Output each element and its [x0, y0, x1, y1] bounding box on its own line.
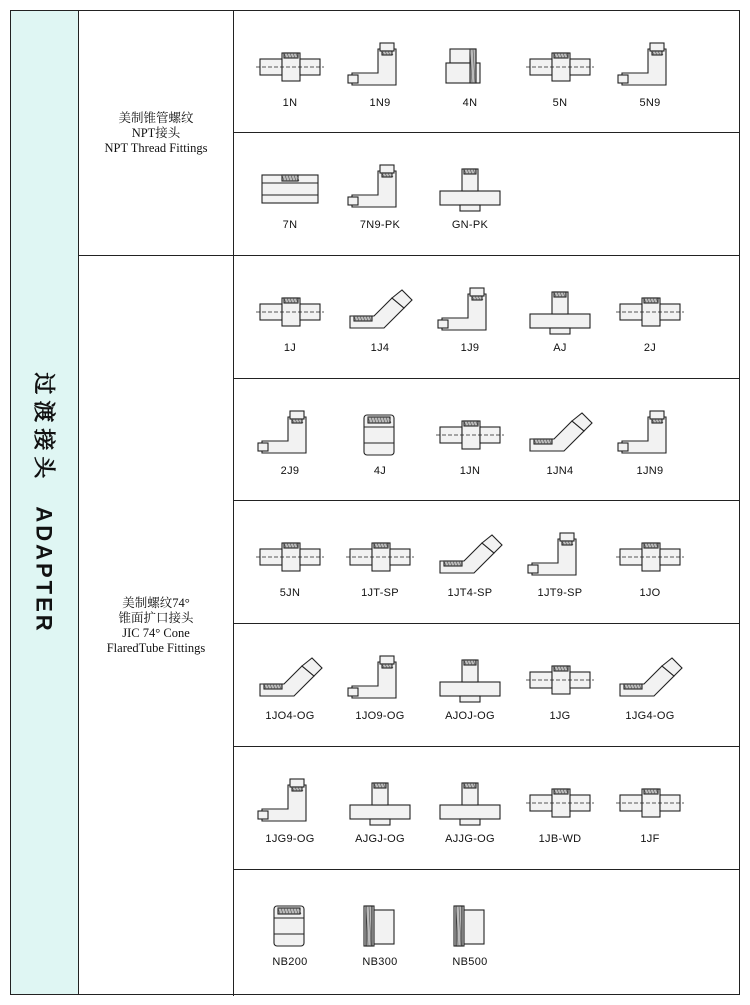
fitting-code: 7N: [282, 219, 298, 231]
fitting-code: 5JN: [279, 587, 301, 599]
fitting-item: [608, 409, 692, 477]
fitting-code: AJOJ-OG: [445, 710, 495, 722]
fitting-item: [428, 531, 512, 599]
angle-45-adapter-icon: [434, 531, 506, 581]
fitting-code: 4N: [462, 97, 478, 109]
straight-adapter-icon: [254, 41, 326, 91]
group-jic: [79, 256, 234, 996]
fitting-item: [248, 777, 332, 845]
fitting-code: AJ: [553, 342, 567, 354]
fittings-row: [234, 747, 739, 870]
fitting-item: [338, 41, 422, 109]
fitting-code: 1JN9: [636, 465, 664, 477]
group-npt-label: [79, 111, 233, 156]
fitting-code: NB300: [362, 956, 398, 968]
category-sidebar: [11, 11, 79, 994]
tee-adapter-icon: [434, 777, 506, 827]
fitting-item: [338, 531, 422, 599]
fitting-item: [518, 777, 602, 845]
group-label-line: 美制锥管螺纹: [118, 111, 194, 125]
fitting-item: [338, 409, 422, 477]
fitting-code: 1J4: [370, 342, 390, 354]
fitting-item: [608, 41, 692, 109]
category-title: [30, 372, 61, 633]
group-label-line: 锥面扩口接头: [118, 611, 194, 625]
fitting-item: [518, 531, 602, 599]
fitting-item: [518, 41, 602, 109]
fitting-item: [248, 41, 332, 109]
fitting-code: 4J: [373, 465, 387, 477]
fitting-code: 1JF: [640, 833, 660, 845]
fitting-code: 1N: [282, 97, 298, 109]
sleeve-icon: [434, 900, 506, 950]
group-jic-label: [79, 596, 233, 656]
fittings-row: [234, 624, 739, 747]
fitting-code: 7N9-PK: [359, 219, 401, 231]
fitting-code: 1JN4: [546, 465, 574, 477]
straight-adapter-icon: [524, 41, 596, 91]
fitting-item: [248, 900, 332, 968]
nut-icon: [344, 409, 416, 459]
fitting-item: [338, 900, 422, 968]
reducer-adapter-icon: [434, 41, 506, 91]
fitting-item: [608, 654, 692, 722]
fitting-item: [428, 900, 512, 968]
angle-45-adapter-icon: [614, 654, 686, 704]
elbow-adapter-icon: [614, 41, 686, 91]
elbow-adapter-icon: [254, 777, 326, 827]
fitting-code: 1JT9-SP: [537, 587, 583, 599]
straight-adapter-icon: [254, 286, 326, 336]
straight-adapter-icon: [614, 777, 686, 827]
fitting-item: [428, 286, 512, 354]
fitting-item: [518, 409, 602, 477]
group-label-line: NPT接头: [131, 126, 181, 140]
fitting-item: [338, 163, 422, 231]
fitting-code: GN-PK: [451, 219, 489, 231]
straight-adapter-icon: [614, 286, 686, 336]
tee-adapter-icon: [524, 286, 596, 336]
fitting-code: 1JG: [549, 710, 571, 722]
fitting-code: 1N9: [369, 97, 391, 109]
fitting-code: 1JO4-OG: [265, 710, 315, 722]
fitting-item: [248, 163, 332, 231]
catalog-sheet: [10, 10, 740, 995]
fitting-item: [338, 777, 422, 845]
fitting-code: 2J: [643, 342, 657, 354]
fitting-item: [428, 777, 512, 845]
fitting-code: NB200: [272, 956, 308, 968]
fittings-row: [234, 870, 739, 996]
fitting-item: [248, 531, 332, 599]
fitting-code: 5N: [552, 97, 568, 109]
fitting-item: [428, 409, 512, 477]
fitting-item: [428, 654, 512, 722]
group-label-line: FlaredTube Fittings: [106, 641, 206, 655]
straight-adapter-icon: [344, 531, 416, 581]
fitting-item: [338, 286, 422, 354]
fitting-item: [248, 409, 332, 477]
fitting-item: [248, 654, 332, 722]
nut-icon: [254, 900, 326, 950]
fittings-row: [234, 379, 739, 501]
fitting-code: 5N9: [639, 97, 661, 109]
straight-adapter-icon: [524, 654, 596, 704]
fitting-code: 1JB-WD: [538, 833, 582, 845]
elbow-adapter-icon: [614, 409, 686, 459]
fittings-row: [234, 133, 739, 256]
fitting-code: 1JO9-OG: [355, 710, 405, 722]
fitting-code: 1JT-SP: [361, 587, 399, 599]
elbow-adapter-icon: [524, 531, 596, 581]
fitting-code: 1JO: [639, 587, 661, 599]
straight-adapter-icon: [614, 531, 686, 581]
fitting-code: 1J9: [460, 342, 480, 354]
straight-adapter-icon: [434, 409, 506, 459]
fitting-item: [608, 286, 692, 354]
fitting-item: [248, 286, 332, 354]
fitting-code: NB500: [452, 956, 488, 968]
elbow-adapter-icon: [344, 41, 416, 91]
group-npt: [79, 11, 234, 256]
group-label-line: 美制螺纹74°: [122, 596, 190, 610]
category-title-en: ADAPTER: [31, 506, 57, 634]
fitting-code: 1JG4-OG: [625, 710, 675, 722]
fitting-item: [608, 777, 692, 845]
angle-45-adapter-icon: [524, 409, 596, 459]
fitting-code: AJGJ-OG: [355, 833, 405, 845]
straight-adapter-icon: [254, 531, 326, 581]
elbow-adapter-icon: [434, 286, 506, 336]
fitting-item: [608, 531, 692, 599]
fitting-code: AJJG-OG: [445, 833, 495, 845]
fitting-item: [518, 654, 602, 722]
tee-adapter-icon: [344, 777, 416, 827]
fitting-item: [338, 654, 422, 722]
category-title-cn: 过渡接头: [30, 372, 56, 485]
fitting-code: 2J9: [280, 465, 300, 477]
fitting-code: 1JG9-OG: [265, 833, 315, 845]
elbow-adapter-icon: [344, 654, 416, 704]
group-label-line: JIC 74° Cone: [122, 626, 190, 640]
fittings-row: [234, 256, 739, 379]
group-label-line: NPT Thread Fittings: [104, 141, 208, 155]
fitting-code: 1JN: [459, 465, 481, 477]
fitting-item: [518, 286, 602, 354]
angle-45-adapter-icon: [344, 286, 416, 336]
fittings-row: [234, 11, 739, 133]
sleeve-icon: [344, 900, 416, 950]
fitting-item: [428, 41, 512, 109]
coupling-icon: [254, 163, 326, 213]
fitting-item: [428, 163, 512, 231]
elbow-adapter-icon: [344, 163, 416, 213]
fittings-row: [234, 501, 739, 624]
tee-adapter-icon: [434, 654, 506, 704]
elbow-adapter-icon: [254, 409, 326, 459]
angle-45-adapter-icon: [254, 654, 326, 704]
tee-adapter-icon: [434, 163, 506, 213]
straight-adapter-icon: [524, 777, 596, 827]
fitting-code: 1JT4-SP: [447, 587, 493, 599]
fitting-code: 1J: [283, 342, 297, 354]
